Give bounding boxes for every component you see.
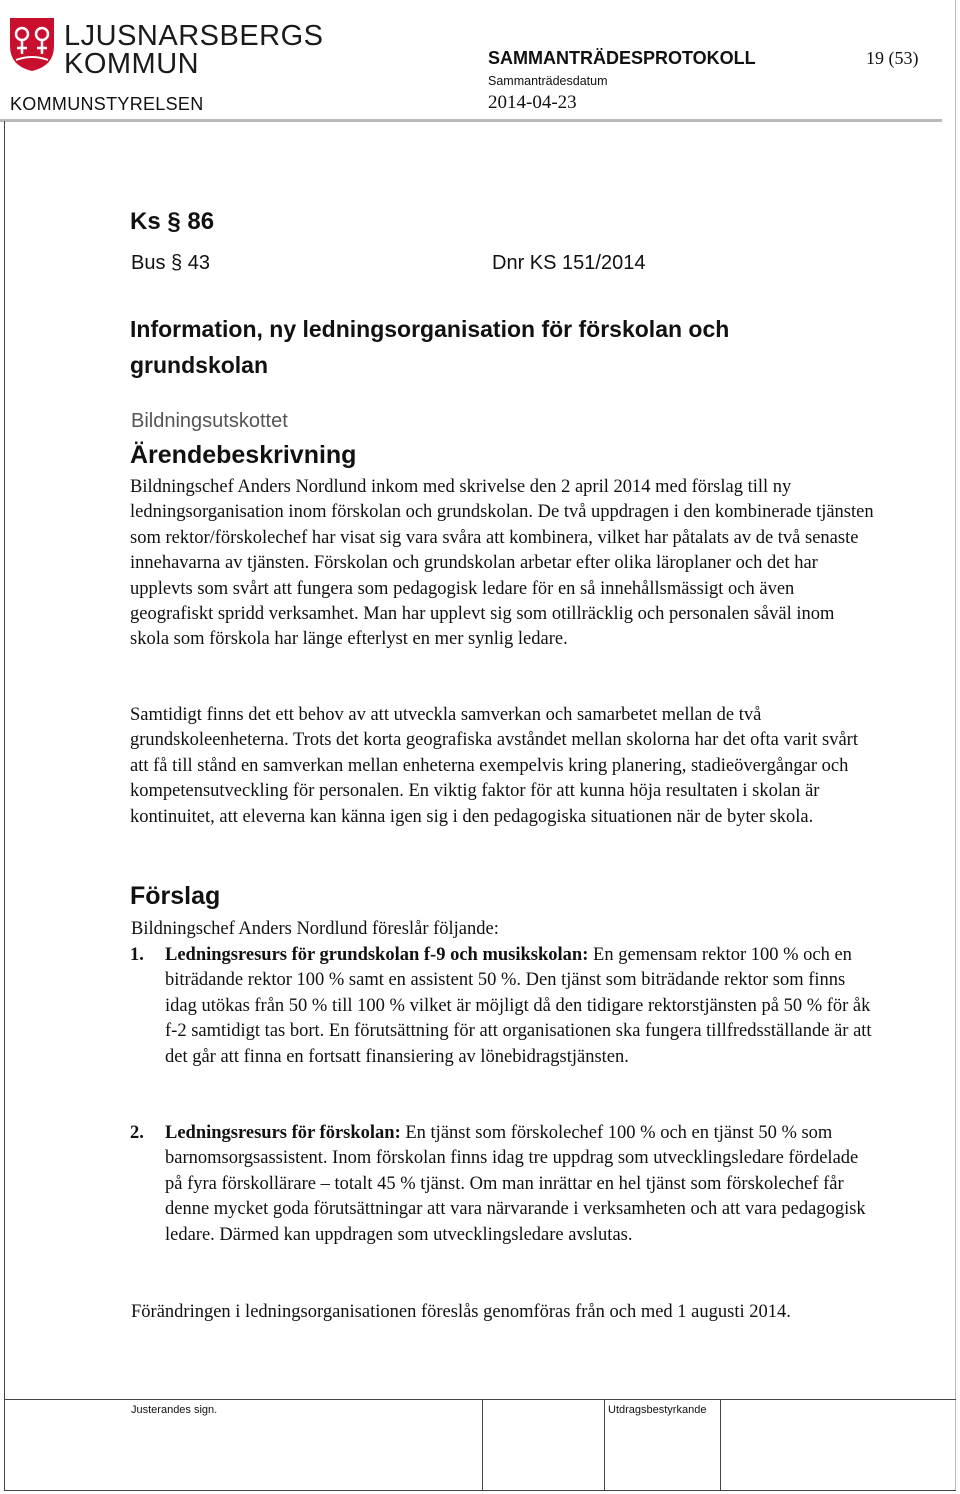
footer-divider [604, 1399, 605, 1491]
section-heading-arende: Ärendebeskrivning [130, 441, 357, 469]
proposal-number: 1. [130, 945, 144, 965]
section-heading-forslag: Förslag [130, 882, 221, 910]
footer-divider [720, 1399, 721, 1491]
proposal-item [130, 943, 875, 1070]
arende-paragraph: Bildningschef Anders Nordlund inkom med skrivelse den 2 april 2014 med förslag till ny ledningsorganisation inom förskolan och grundskolan. De två uppdragen i den kombinerade tjänsten som rektor/förskolechef har visat sig vara svåra att kombinera, vilket har påtalats av de två senaste innehavarna av tjänsten. Förskolan och grundskolan arbetar efter olika läroplaner och det har upplevts som svårt att fungera som pedagogisk ledare för en så innehållsmässigt och även geografiskt spridd verksamhet. Man har upplevt sig som otillräcklig och personalen såväl inom skola som förskola har länge efterlyst en mer synlig ledare. [130, 477, 874, 650]
ks-paragraph-number: Ks § 86 [130, 208, 215, 235]
proposal-conclusion: Förändringen i ledningsorganisationen föreslås genomföras från och med 1 augusti 2014. [131, 1302, 791, 1322]
footer-top-rule [5, 1399, 956, 1400]
header-divider [0, 119, 942, 122]
meeting-date-label: Sammanträdesdatum [488, 74, 608, 88]
proposal-number: 2. [130, 1123, 144, 1143]
municipality-logo [6, 14, 324, 80]
footer-bottom-rule [5, 1490, 956, 1491]
org-name-line1: LJUSNARSBERGS [64, 20, 324, 52]
footer-divider [482, 1399, 483, 1491]
page-frame-left [4, 121, 5, 1491]
page-frame-right [955, 0, 956, 1491]
page-number: 19 (53) [866, 48, 919, 68]
document-type: SAMMANTRÄDESPROTOKOLL [488, 48, 756, 68]
case-origin: Bildningsutskottet [131, 410, 288, 432]
case-title: Information, ny ledningsorganisation för förskolan och grundskolan [130, 316, 730, 378]
forslag-intro: Bildningschef Anders Nordlund föreslår följande: [131, 919, 499, 939]
proposal-lead: Ledningsresurs för grundskolan f-9 och musikskolan: [165, 945, 589, 965]
proposal-text: En gemensam rektor 100 % och en biträdande rektor 100 % samt en assistent 50 %. Den tjänst som biträdande rektor som finns idag utökas från 50 % till 100 % vilket är möjligt då den tidigare rektorstjänsten på 50 % för åk f-2 samtidigt tas bort. En förutsättning för att organisationen ska fungera tillfredsställande är att det går att finna en fortsatt finansiering av lönebidragstjänsten. [165, 945, 872, 1067]
committee-name: KOMMUNSTYRELSEN [10, 94, 204, 114]
arende-paragraph: Samtidigt finns det ett behov av att utveckla samverkan och samarbetet mellan de två grundskoleenheterna. Trots det korta geografiska avståndet mellan skolorna har det ofta varit svårt att få till stånd en samverkan mellan enheterna exempelvis kring planering, stadieövergångar och kompetensutveckling för personalen. En viktig faktor för att kunna höja resultaten i skolan är kontinuitet, att eleverna kan känna igen sig i den pedagogiska situationen när de byter skola. [130, 705, 858, 827]
meeting-date: 2014-04-23 [488, 92, 577, 113]
extract-certification-label: Utdragsbestyrkande [608, 1404, 707, 1416]
proposal-lead: Ledningsresurs för förskolan: [165, 1123, 401, 1143]
signature-label: Justerandes sign. [131, 1404, 218, 1416]
coat-of-arms-icon [8, 16, 56, 72]
diary-number: Dnr KS 151/2014 [492, 252, 646, 274]
org-name-line2: KOMMUN [64, 48, 200, 80]
bus-paragraph-number: Bus § 43 [131, 252, 210, 274]
proposal-text: En tjänst som förskolechef 100 % och en tjänst 50 % som barnomsorgsassistent. Inom förskolan finns idag tre uppdrag som utvecklingsledare fördelade på fyra förskollärare – totalt 45 % tjänst. Om man inrättar en hel tjänst som förskolechef får denne mycket goda förutsättningar att vara närvarande i verksamheten och att vara pedagogisk ledare. Därmed kan uppdragen som utvecklingsledare avslutas. [165, 1123, 866, 1245]
proposal-item [130, 1121, 875, 1248]
